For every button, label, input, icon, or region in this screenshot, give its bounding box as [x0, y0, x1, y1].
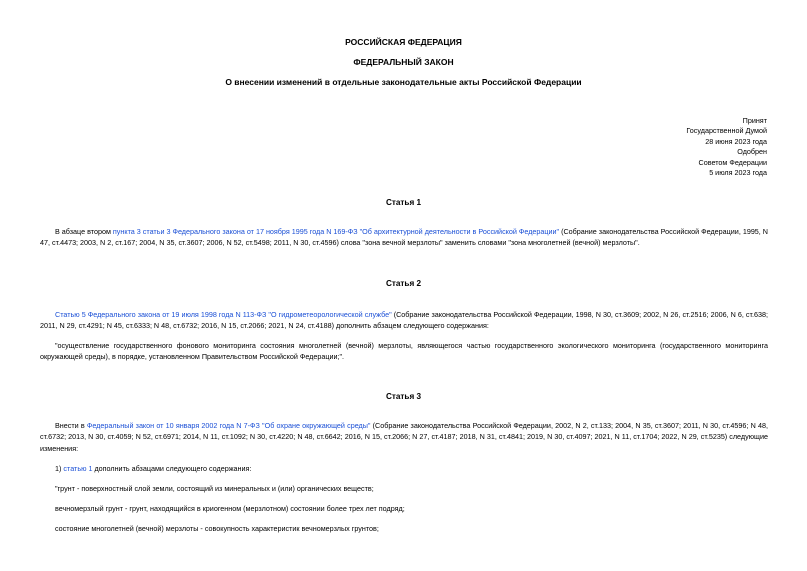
adoption-line: 28 июня 2023 года — [705, 136, 767, 146]
item-1-article-link[interactable]: статью 1 — [63, 464, 93, 473]
item-1-suffix: дополнить абзацами следующего содержания: — [92, 464, 252, 473]
doc-type-heading: ФЕДЕРАЛЬНЫЙ ЗАКОН — [353, 57, 454, 67]
article-3-prefix: Внести в — [55, 421, 87, 430]
definition-grunt: "грунт - поверхностный слой земли, состоящий из минеральных и (или) органических веществ; — [55, 484, 374, 493]
article-3-law-link[interactable]: Федеральный закон от 10 января 2002 года N 7-ФЗ "Об охране окружающей среды" — [86, 421, 371, 430]
adoption-line: Советом Федерации — [698, 157, 767, 167]
article-1-prefix: В абзаце втором — [55, 227, 113, 236]
article-3-item-1 — [55, 463, 251, 474]
article-3-suffix: (Собрание законодательства Российской Федерации, 2002, N 2, ст.133; 2004, N 35, ст.3607; 2011, N 30, ст.4596; N 48, ст.6732; 2013, N 30, ст.4059; N 52, ст.6971; 2014, N 11, ст.1092; N 30, ст.4220; N 48, ст.6642; 2016, N 15, ст.2066; N 27, ст.4187; 2018, N 31, ст.4841; 2019, N 30, ст.4097; 2021, N 11, ст.1704; 2022, N 29, ст.5235) следующие изменения: — [40, 421, 768, 453]
article-1-law-link[interactable]: пункта 3 статьи 3 Федерального закона от 17 ноября 1995 года N 169-ФЗ "Об архитектурной деятельности в Российской Федерации" — [112, 227, 560, 236]
adoption-line: 5 июля 2023 года — [709, 168, 767, 178]
article-2-heading: Статья 2 — [385, 279, 422, 288]
country-heading: РОССИЙСКАЯ ФЕДЕРАЦИЯ — [345, 37, 462, 47]
adoption-line: Государственной Думой — [686, 126, 767, 136]
article-2-text — [40, 309, 768, 332]
article-1-text — [40, 226, 768, 249]
article-3-text — [40, 420, 768, 454]
adoption-line: Принят — [742, 116, 767, 125]
item-1-prefix: 1) — [55, 464, 64, 473]
definition-permafrost-state: состояние многолетней (вечной) мерзлоты - совокупность характеристик вечномерзлых грунтов; — [55, 524, 379, 533]
article-1-suffix: (Собрание законодательства Российской Федерации, 1995, N 47, ст.4473; 2003, N 2, ст.167; 2004, N 35, ст.3607; 2006, N 52, ст.5498; 2011, N 30, ст.4596) слова "зона вечной мерзлоты" заменить словами "зона многолетней (вечной) мерзлоты". — [40, 227, 768, 248]
adoption-line: Одобрен — [737, 147, 767, 157]
article-2-quote: "осуществление государственного фонового мониторинга состояния многолетней (вечной) мерзлоты, являющегося частью государственного экологического мониторинга (государственного мониторинга окружающей среды), в порядке, установленном Правительством Российской Федерации;". — [40, 341, 768, 362]
definition-permafrost-soil: вечномерзлый грунт - грунт, находящийся в криогенном (мерзлотном) состоянии более трех лет подряд; — [55, 504, 405, 513]
article-1-heading: Статья 1 — [385, 198, 422, 207]
article-2-law-link[interactable]: Статью 5 Федерального закона от 19 июля 1998 года N 113-ФЗ "О гидрометеорологической службе" — [55, 310, 392, 319]
article-3-heading: Статья 3 — [385, 392, 422, 401]
adoption-block — [686, 116, 767, 178]
article-2-suffix: (Собрание законодательства Российской Федерации, 1998, N 30, ст.3609; 2002, N 26, ст.2516; 2006, N 6, ст.638; 2011, N 29, ст.4291; N 45, ст.6333; N 48, ст.6732; 2016, N 15, ст.2066; 2021, N 24, ст.4188) дополнить абзацем следующего содержания: — [40, 310, 768, 331]
law-title: О внесении изменений в отдельные законодательные акты Российской Федерации — [225, 77, 582, 87]
